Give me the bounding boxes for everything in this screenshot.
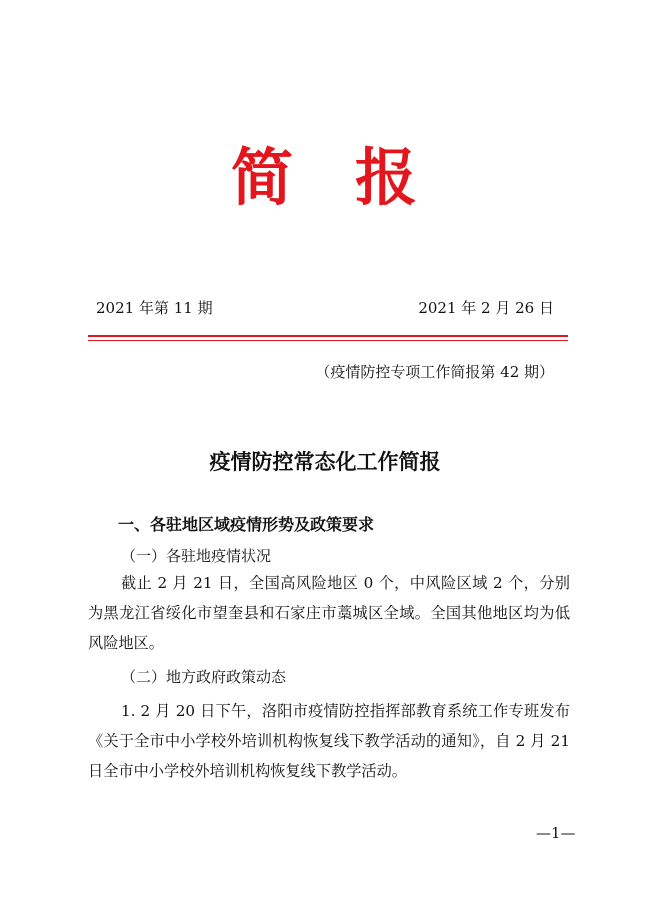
section-heading-1: 一、各驻地区域疫情形势及政策要求 [118,515,375,534]
masthead-char-2: 报 [355,141,420,214]
masthead-char-1: 简 [230,141,295,214]
masthead-title [0,128,650,217]
page-number: —1— [536,824,576,842]
subsection-heading-2: （二）地方政府政策动态 [121,668,287,686]
document-title: 疫情防控常态化工作简报 [209,450,441,474]
issue-number: 2021 年第 11 期 [96,299,213,317]
red-divider-thick [88,335,568,337]
paragraph-epidemic-status: 截止 2 月 21 日，全国高风险地区 0 个，中风险区域 2 个，分别为黑龙江省绥化市望奎县和石家庄市藁城区全域。全国其他地区均为低风险地区。 [88,574,570,652]
subsection-heading-1: （一）各驻地疫情状况 [121,547,272,565]
issue-date: 2021 年 2 月 26 日 [418,299,554,317]
special-issue-note: （疫情防控专项工作简报第 42 期） [315,363,554,381]
paragraph-policy-update: 1. 2 月 20 日下午，洛阳市疫情防控指挥部教育系统工作专班发布《关于全市中小学校外培训机构恢复线下教学活动的通知》，自 2 月 21 日全市中小学校外培训机构恢复线下教学活动。 [88,702,570,780]
red-divider-thin [88,340,568,341]
